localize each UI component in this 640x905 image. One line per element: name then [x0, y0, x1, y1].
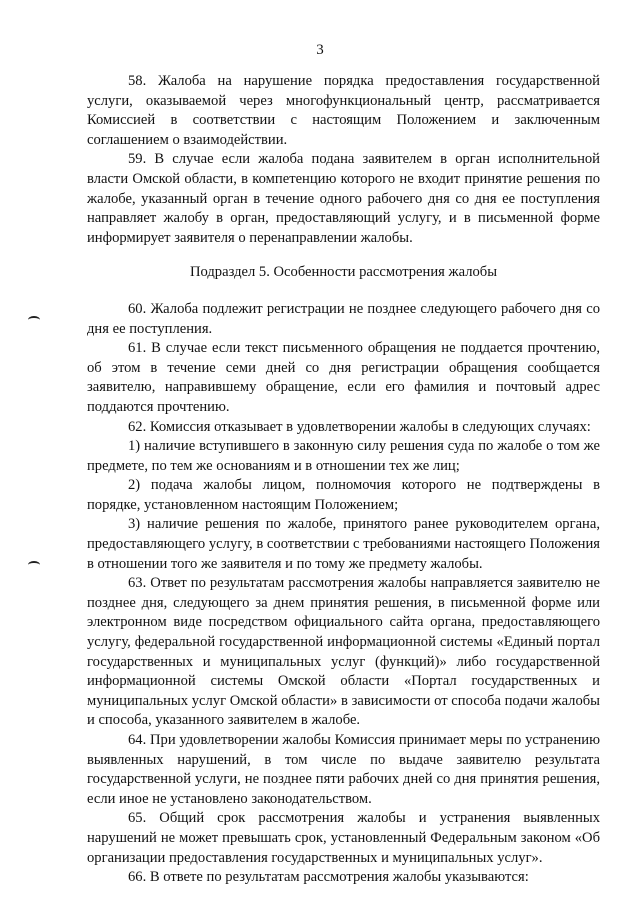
paragraph-64: 64. При удовлетворении жалобы Комиссия принимает меры по устранению выявленных нарушений, в том числе по выдаче заявителю результата государственной услуги, не позднее пяти рабочих дней со дня принятия решения, если иное не установлено законодательством. [87, 732, 600, 807]
paragraph-62-item-1: 1) наличие вступившего в законную силу решения суда по жалобе о том же предмете, по тем же основаниям и в отношении тех же лиц; [87, 438, 600, 474]
paragraph-62-item-3: 3) наличие решения по жалобе, принятого ранее руководителем органа, предоставляющего услугу, в соответствии с требованиями настоящего Положения в отношении того же заявителя и по тому же предмету жалобы. [87, 516, 600, 572]
margin-bracket-mark [28, 561, 40, 569]
paragraph-62-item-2: 2) подача жалобы лицом, полномочия которого не подтверждены в порядке, установленном настоящим Положением; [87, 477, 600, 513]
paragraph-63: 63. Ответ по результатам рассмотрения жалобы направляется заявителю не позднее дня, следующего за днем принятия решения, в письменной форме или электронном виде посредством официального сайта органа, предоставляющего услугу, федеральной государственной информационной системы «Единый портал государственных и муниципальных услуг (функций)» либо государственной информационной системы Омской области «Портал государственных и муниципальных услуг Омской области» в зависимости от способа подачи жалобы и способа, указанного заявителем в жалобе. [87, 575, 600, 729]
paragraph-66: 66. В ответе по результатам рассмотрения жалобы указываются: [128, 869, 529, 886]
paragraph-58: 58. Жалоба на нарушение порядка предоставления государственной услуги, оказываемой через многофункциональный центр, рассматривается Комиссией в соответствии с настоящим Положением и заключенным соглашением о взаимодействии. [87, 73, 600, 148]
page-number: 3 [316, 42, 324, 58]
paragraph-59: 59. В случае если жалоба подана заявителем в орган исполнительной власти Омской области, в компетенцию которого не входит принятие решения по жалобе, указанный орган в течение одного рабочего дня со дня ее поступления направляет жалобу в орган, предоставляющий услугу, и в письменной форме информирует заявителя о перенаправлении жалобы. [87, 151, 600, 246]
paragraph-62: 62. Комиссия отказывает в удовлетворении жалобы в следующих случаях: [128, 418, 591, 435]
paragraph-60: 60. Жалоба подлежит регистрации не позднее следующего рабочего дня со дня ее поступления. [87, 300, 600, 337]
document-body [87, 72, 600, 888]
margin-bracket-mark [28, 316, 40, 324]
paragraph-65: 65. Общий срок рассмотрения жалобы и устранения выявленных нарушений не может превышать срок, установленный Федеральным законом «Об организации предоставления государственных и муниципальных услуг». [87, 810, 600, 866]
subsection-title: Подраздел 5. Особенности рассмотрения жалобы [189, 264, 498, 281]
paragraph-61: 61. В случае если текст письменного обращения не поддается прочтению, об этом в течение семи дней со дня регистрации обращения сообщается заявителю, направившему обращение, если его фамилия и почтовый адрес поддаются прочтению. [87, 340, 600, 415]
